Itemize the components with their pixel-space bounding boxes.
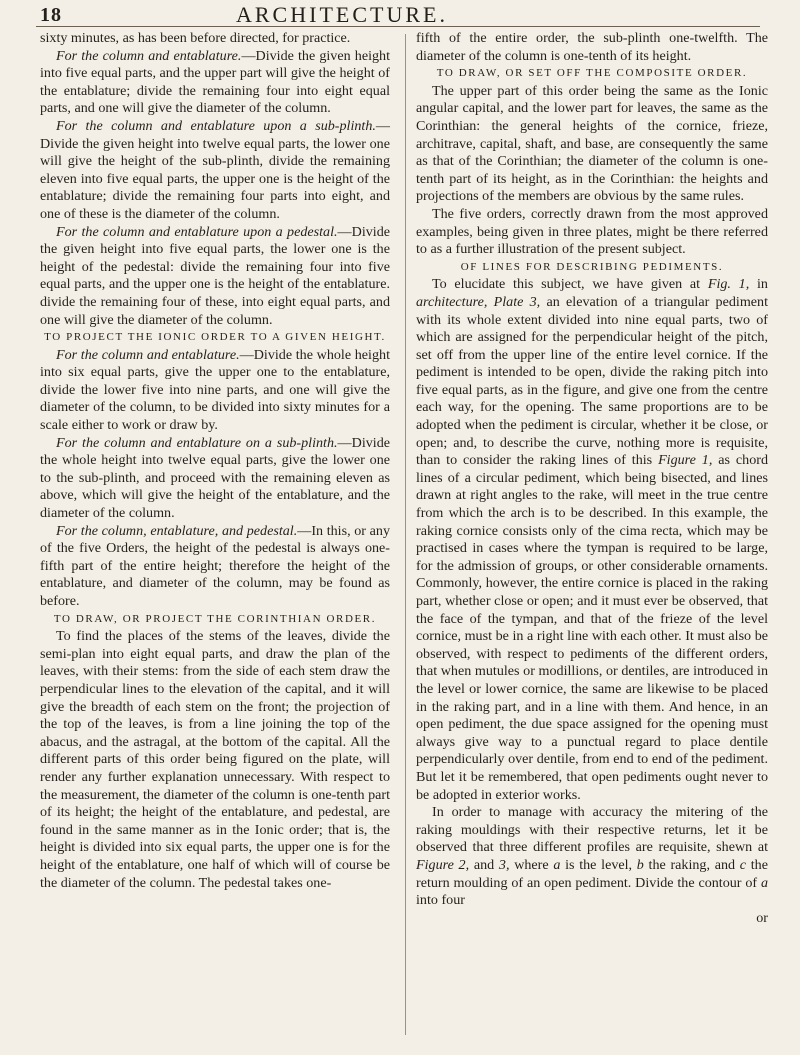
figure-reference: Figure 2,	[416, 856, 470, 873]
run-in-heading: For the column and entablature.	[56, 47, 242, 64]
paragraph	[40, 523, 390, 611]
paragraph: To find the places of the stems of the leaves, divide the semi-plan into eight equal parts, and draw the plan of the leaves, with their stems: from the side of each stem draw the perpendicular lines to the elevation of the capital, and it will give the breadth of each stem on the front; the projection of the top of the leaves, is from a line joining the top of the abacus, and the astragal, at the bottom of the capital. All the different parts of this order being figured on the plate, will render any further explanation unnecessary. With respect to the measurement, the diameter of the column is one-tenth part of its height; the height of the entablature, and pedestal, are found in the same manner as in the Ionic order; that is, the height is divided into six equal parts, the upper one is for the height of the entablature, one half of which will of course be the diameter of the column. The pedestal takes one-	[40, 628, 390, 891]
right-column	[416, 30, 768, 927]
paragraph-text: —Divide the whole height into twelve equal parts, give the lower one to the sub-plinth, and proceed with the remaining eleven as above, which will give the height of the entablature, and the diameter of the column.	[40, 434, 390, 522]
paragraph	[416, 804, 768, 910]
run-in-heading: For the column, entablature, and pedestal.	[56, 522, 298, 539]
figure-reference: Figure 1,	[658, 452, 713, 469]
paragraph-text: —In this, or any of the five Orders, the height of the pedestal is always one-fifth part of the entire height; therefore the height of the entablature, and diameter of the column, may be found as before.	[40, 522, 390, 609]
page-number: 18	[40, 4, 62, 26]
paragraph-text: —Divide the whole height into six equal parts, give the upper one to the entablature, divide the lower five into nine parts, and one will give the diameter of the column, to be divided into sixty minutes for a scale either to work or draw by.	[40, 346, 390, 434]
text-run: is the level,	[560, 856, 637, 873]
figure-reference: 3,	[498, 856, 510, 873]
text-run: the raking, and	[643, 856, 740, 873]
running-head: ARCHITECTURE.	[236, 2, 448, 27]
profile-letter: c	[739, 856, 747, 873]
section-heading: TO PROJECT THE IONIC ORDER TO A GIVEN HEIGHT.	[44, 331, 386, 344]
text-run: an elevation of a triangular pediment with its whole extent divided into nine equal parts, two of which are assigned for the perpendicular height of the pitch, set off from the upper line of the entire level cornice. If the pediment is intended to be open, divide the raking pitch into five equal parts, as in the figure, and give one from the centre each way, for the opening. The same proportions are to be adopted when the pediment is circular, whether it be close, or open; and, to describe the curve, nothing more is requisite, than to consider the raking lines of this	[416, 293, 769, 469]
profile-letter: a	[553, 856, 561, 873]
paragraph	[40, 224, 390, 330]
run-in-heading: For the column and entablature on a sub-plinth.	[56, 434, 338, 451]
run-in-heading: For the column and entablature.	[56, 346, 240, 363]
paragraph-text: —Divide the given height into five equal parts, and the upper part will give the height of the entablature; divide the remaining four into eight equal parts, and one will give the diameter of the column.	[40, 47, 390, 117]
profile-letter: b	[636, 856, 644, 873]
paragraph	[40, 48, 390, 118]
paragraph	[40, 347, 390, 435]
text-run: In order to manage with accuracy the mitering of the raking mouldings with their respective returns, let it be observed that three different profiles are requisite, shewn at	[416, 804, 768, 856]
section-heading: OF LINES FOR DESCRIBING PEDIMENTS.	[460, 260, 724, 273]
paragraph: sixty minutes, as has been before directed, for practice.	[40, 30, 351, 46]
text-run: as chord lines of a circular pediment, which being bisected, and lines drawn at right angles to the rake, will meet in the true centre from which the arch is to be described. In this example, the raking cornice consists only of the cima recta, which may be practised in cases where the tympan is required to be large, for the admission of groups, or other considerable ornaments. Commonly, however, the entire cornice is placed in the raking part, whether close or open; and it must ever be observed, that the face of the tympan, and that of the frieze of the level cornice, must be in a right line with each other. It must also be observed, with respect to pediments of the different orders, that when mutules or modillions, or dentiles, are introduced in the level or lower cornice, the same are likewise to be placed in the raking part, and in a line with them. And hence, in an open pediment, the due space assigned for the opening must always give way to a punctual regard to place dentile perpendicularly over dentile, from end to end of the pediment. But let it be remembered, that open pediments ought never to be adopted in exterior works.	[416, 452, 768, 803]
paragraph	[40, 435, 390, 523]
profile-letter: a	[760, 874, 768, 891]
left-column	[40, 30, 390, 892]
paragraph: The five orders, correctly drawn from the most approved examples, being given in three plates, might be there referred to as a further illustration of the present subject.	[416, 205, 768, 258]
paragraph-text: —Divide the given height into twelve equal parts, the lower one will give the height of the sub-plinth, divide the remaining eleven into five equal parts, the upper one is the height of the entablature; divide the remaining four parts into eight, and one of these is the diameter of the column.	[40, 117, 390, 222]
paragraph-text: —Divide the given height into five equal parts, the lower one is the height of the pedestal: divide the remaining four into five equal parts, and the upper one is the height of the entablature. divide the remaining four of these, into eight equal parts, and one will give the diameter of the column.	[40, 223, 390, 328]
run-in-heading: For the column and entablature upon a pedestal.	[56, 223, 338, 240]
run-in-heading: For the column and entablature upon a sub-plinth.	[56, 117, 376, 134]
paragraph: fifth of the entire order, the sub-plinth one-twelfth. The diameter of the column is one-tenth of its height.	[416, 30, 768, 64]
text-run: To elucidate this subject, we have given at	[432, 276, 708, 293]
text-run: where	[509, 856, 554, 873]
column-divider	[405, 34, 406, 1035]
text-run: into four	[416, 892, 465, 909]
section-heading: TO DRAW, OR SET OFF THE COMPOSITE ORDER.	[436, 67, 748, 80]
paragraph	[40, 118, 390, 224]
text-run: the return moulding of an open pediment. Divide the contour of	[416, 856, 768, 891]
text-run: in	[749, 276, 768, 293]
catchword: or	[756, 909, 768, 926]
header-rule	[36, 26, 760, 27]
plate-reference: architecture, Plate 3,	[416, 293, 541, 310]
figure-reference: Fig. 1,	[707, 276, 750, 293]
paragraph: The upper part of this order being the same as the Ionic angular capital, and the lower part for leaves, the same as the Corinthian: the general heights of the cornice, frieze, architrave, capital, shaft, and base, are consequently the same as that of the Corinthian; the diameter of the column is one-tenth part of its height, as in the Corinthian: the heights and projections of the members are obvious by the same rules.	[416, 82, 768, 205]
paragraph	[416, 276, 768, 804]
text-run: and	[469, 856, 499, 873]
section-heading: TO DRAW, OR PROJECT THE CORINTHIAN ORDER.	[53, 612, 377, 625]
